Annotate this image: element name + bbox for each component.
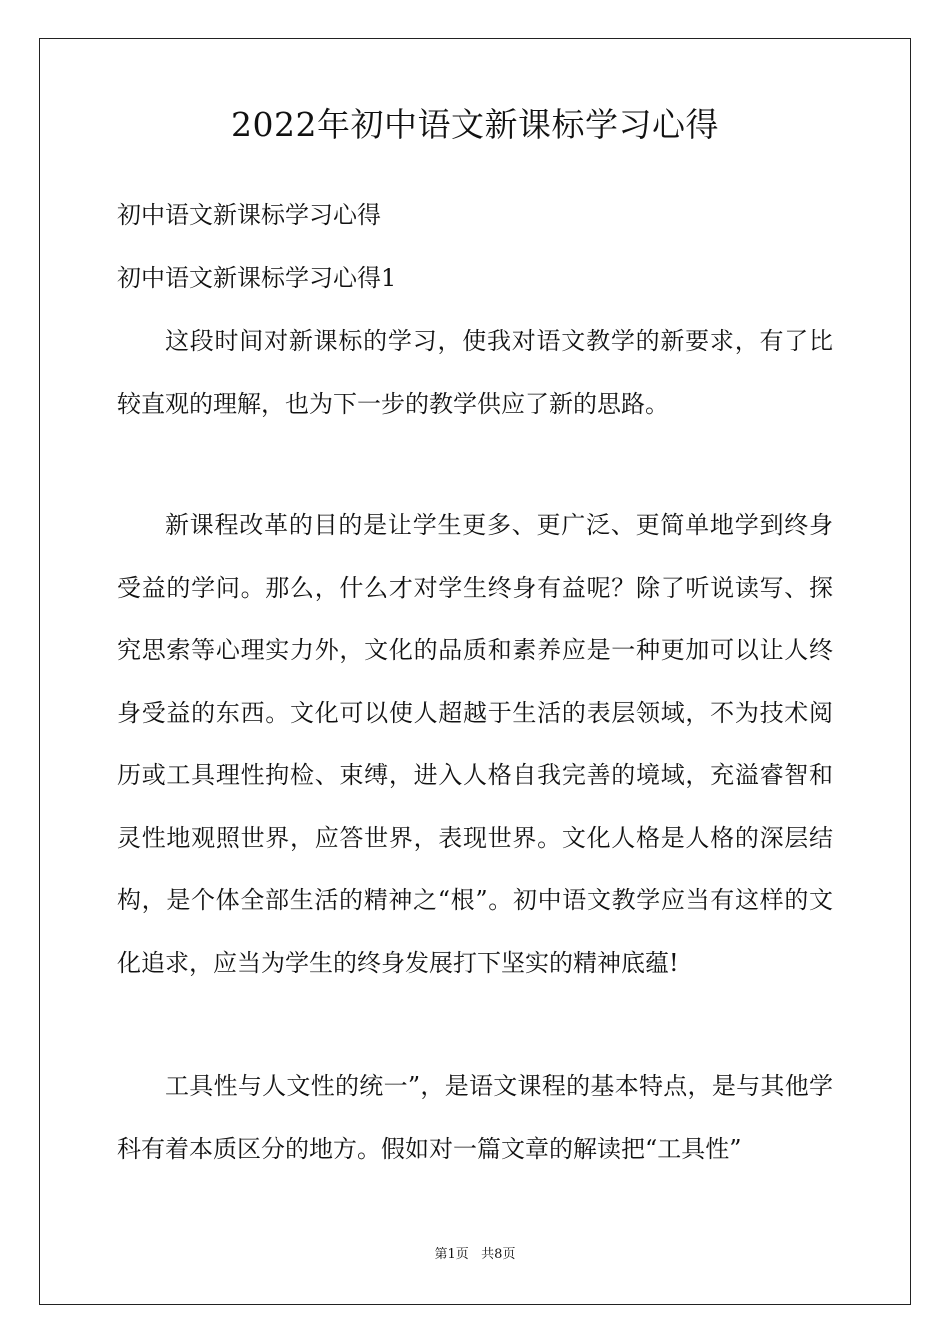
document-title: 2022年初中语文新课标学习心得 [231, 105, 719, 144]
paragraph-2: 新课程改革的目的是让学生更多、更广泛、更简单地学到终身受益的学问。那么，什么才对学生终身有益呢？除了听说读写、探究思索等心理实力外，文化的品质和素养应是一种更加可以让人终身受益的东西。文化可以使人超越于生活的表层领域，不为技术阅历或工具理性拘检、束缚，进入人格自我完善的境域，充溢睿智和灵性地观照世界，应答世界，表现世界。文化人格是人格的深层结构，是个体全部生活的精神之“根”。初中语文教学应当有这样的文化追求，应当为学生的终身发展打下坚实的精神底蕴! [117, 511, 833, 977]
page-footer: 第1页 共8页 [434, 1247, 516, 1262]
paragraph-3: 工具性与人文性的统一”，是语文课程的基本特点，是与其他学科有着本质区分的地方。假如对一篇文章的解读把“工具性” [117, 1072, 833, 1163]
document-subtitle: 初中语文新课标学习心得 [117, 201, 381, 229]
paragraph-1: 这段时间对新课标的学习，使我对语文教学的新要求，有了比较直观的理解，也为下一步的教学供应了新的思路。 [117, 327, 833, 418]
section-heading: 初中语文新课标学习心得1 [117, 264, 397, 292]
